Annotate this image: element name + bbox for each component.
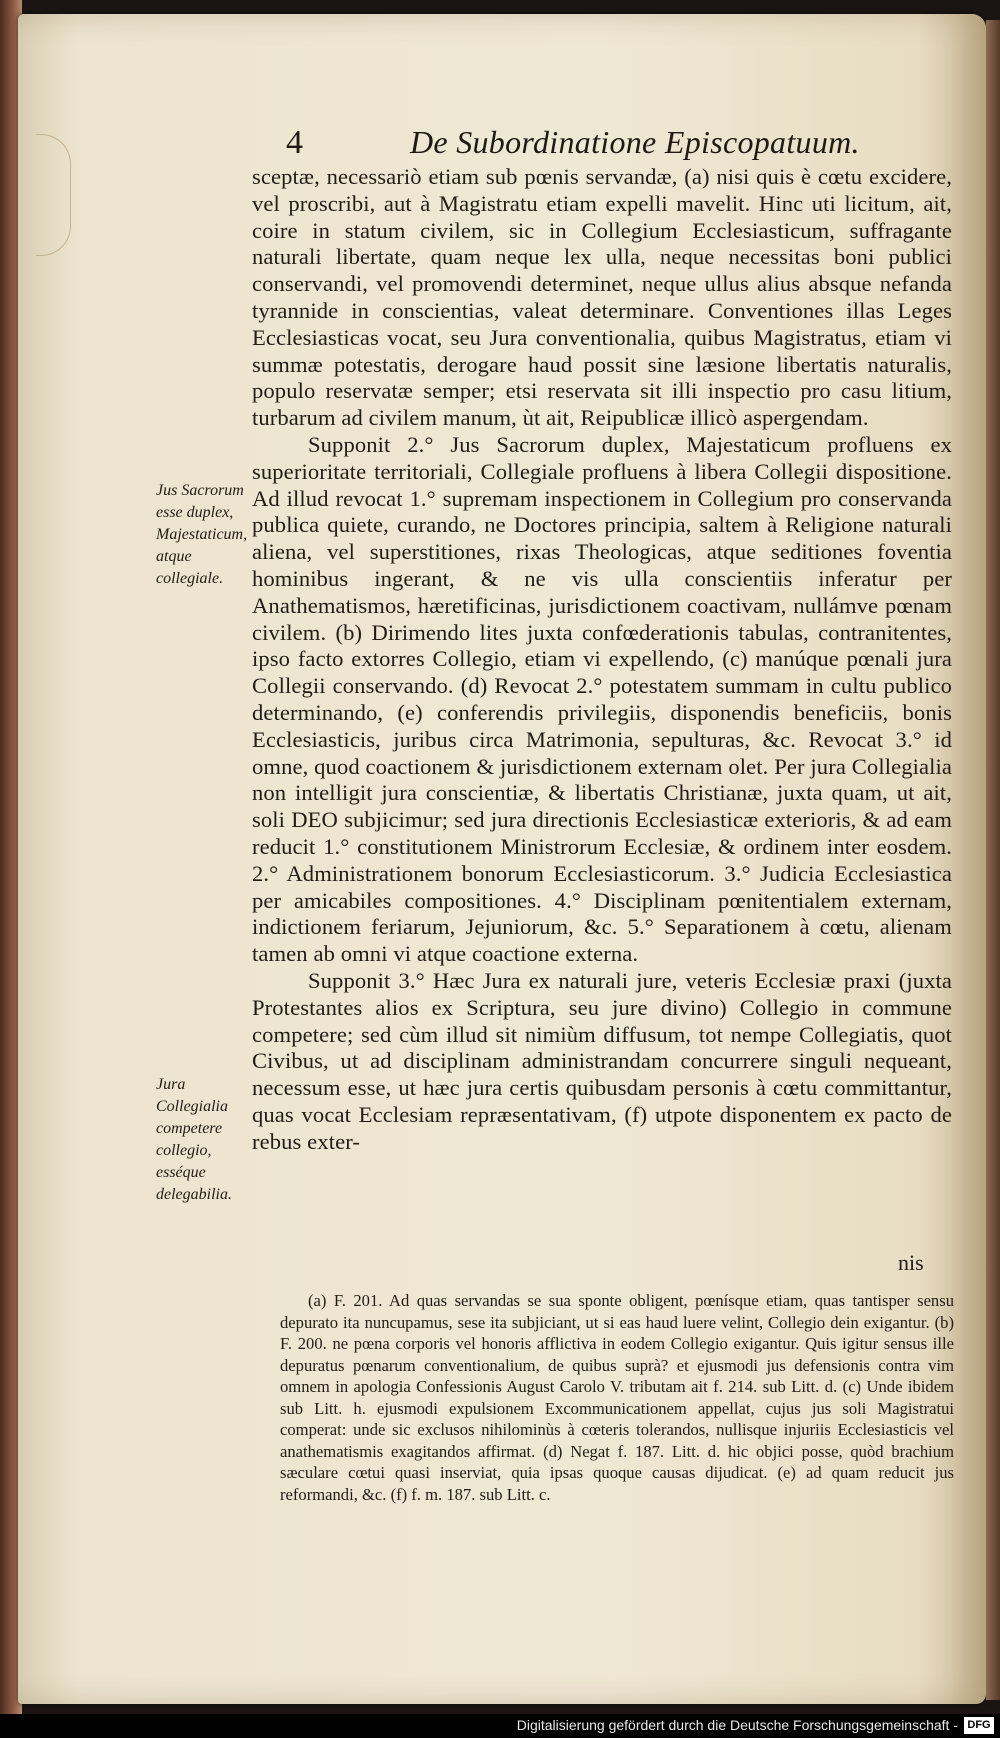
digitization-footer: [0, 1714, 1000, 1738]
running-title: De Subordinatione Episcopatuum.: [410, 124, 860, 160]
page-stack-edge: [986, 20, 1000, 1700]
digitization-credit: Digitalisierung gefördert durch die Deutsche Forschungsgemeinschaft -: [516, 1717, 958, 1733]
paragraph-3: Supponit 3.° Hæc Jura ex naturali jure, veteris Ecclesiæ praxi (juxta Protestantes alios ex Scriptura, seu jure divino) Collegio in commune competere; sed cùm illud sit nimiùm diffusum, tot nempe Collegiatis, quot Civibus, ut ad disciplinam administrandam concurrere singuli nequeant, necessum esse, ut hæc jura certis quibusdam personis à cœtu committantur, quas vocat Ecclesiam repræsentativam, (f) utpote disponentem ex pacto de rebus exter-: [252, 967, 952, 1154]
paragraph-1: sceptæ, necessariò etiam sub pœnis servandæ, (a) nisi quis è cœtu excidere, vel proscribi, aut à Magistratu etiam expelli mavelit. Hinc uti licitum, ait, coire in statum civilem, sic in Collegium Ecclesiasticum, suffragante naturali libertate, quam neque lex ulla, neque necessitas boni publici conservandi, vel promovendi determinet, neque ullus alius absque nefanda tyrannide in conscientias, valeat determinare. Conventiones illas Leges Ecclesiasticas vocat, seu Jura conventionalia, quibus Magistratus, etiam vi summæ potestatis, derogare haud possit sine læsione libertatis naturalis, populo reservatæ semper; etsi reservata sit illi inspectio pro casu litium, turbarum ad civilem manum, ùt ait, Reipublicæ illicò aspergendam.: [252, 164, 952, 431]
footnote-text: (a) F. 201. Ad quas servandas se sua sponte obligent, pœnísque etiam, quas tantisper sensu depurato ita nuncupamus, sese ita subjiciant, ut si eas haud luere velint, Collegio dein exigantur. (b) F. 200. ne pœna corporis vel honoris afflictiva in eodem Collegio exigantur. Quis igitur sensus ille depuratus pœnarum conventionalium, de quibus suprà? et ejusmodi jus defensionis contra vim omnem in apologia Confessionis August Carolo V. tributam ait f. 214. sub Litt. d. (c) Unde ibidem sub Litt. h. ejusmodi expulsionem Excommunicationem appellat, cujus jus soli Magistratui comperat: unde sic exclusos nihilominùs à cœteris tolerandos, nullisque injuriis Ecclesiasticis vel anathematismis exagitandos affirmat. (d) Negat f. 187. Litt. d. hic objici posse, quòd brachium sæculare cœtui quasi inserviat, quia ipsas quoque causas dijudicat. (e) ad quam reducit jus reformandi, &c. (f) f. m. 187. sub Litt. c.: [280, 1291, 954, 1504]
footnotes: [280, 1290, 954, 1505]
paragraph-2: Supponit 2.° Jus Sacrorum duplex, Majestaticum profluens ex superioritate territoriali, Collegiale profluens à libera Collegii dispositione. Ad illud revocat 1.° supremam inspectionem in Collegium pro conservanda publica quiete, curando, ne Doctores principia, saltem à Religione naturali aliena, vel superstitiones, rixas Theologicas, atque seditiones foventia hominibus ingerant, & ne vis ulla conscientiis inferatur per Anathematismos, hæretificinas, jurisdictionem coactivam, nullámve pœnam civilem. (b) Dirimendo lites juxta confœderationis tabulas, contranitentes, ipso facto extorres Collegio, etiam vi expellendo, (c) manúque pœnali jura Collegii conservando. (d) Revocat 2.° potestatem summam in cultu publico determinando, (e) conferendis privilegiis, disponendis beneficiis, bonis Ecclesiasticis, juribus circa Matrimonia, sepulturas, &c. Revocat 3.° id omne, quod coactionem & jurisdictionem externam olet. Per jura Collegialia non intelligit jura conscientiæ, & libertatis Christianæ, juxta quam, ut ait, soli DEO subjicimur; sed jura directionis Ecclesiasticæ exterioris, & ad eam reducit 1.° constitutionem Ministrorum Ecclesiæ, & ordinem inter eosdem. 2.° Administrationem bonorum Ecclesiasticorum. 3.° Judicia Ecclesiastica per amicabiles compositiones. 4.° Disciplinam pœnitentialem externam, indictionem feriarum, Jejuniorum, &c. 5.° Separationem à cœtu, alienam tamen ab omni vi atque coactione externa.: [252, 431, 952, 967]
catchword: nis: [898, 1250, 924, 1275]
page-number: 4: [286, 124, 303, 161]
margin-note-jura-collegialia: Jura Collegialia competere collegio, esséque delegabilia.: [156, 1076, 232, 1203]
page-header: [18, 124, 986, 166]
dfg-logo: DFG: [964, 1717, 994, 1734]
main-text: [252, 164, 952, 1155]
margin-note-jus-sacrorum: Jus Sacrorum esse duplex, Majestaticum, atque collegiale.: [156, 482, 248, 587]
book-page: [18, 14, 986, 1704]
